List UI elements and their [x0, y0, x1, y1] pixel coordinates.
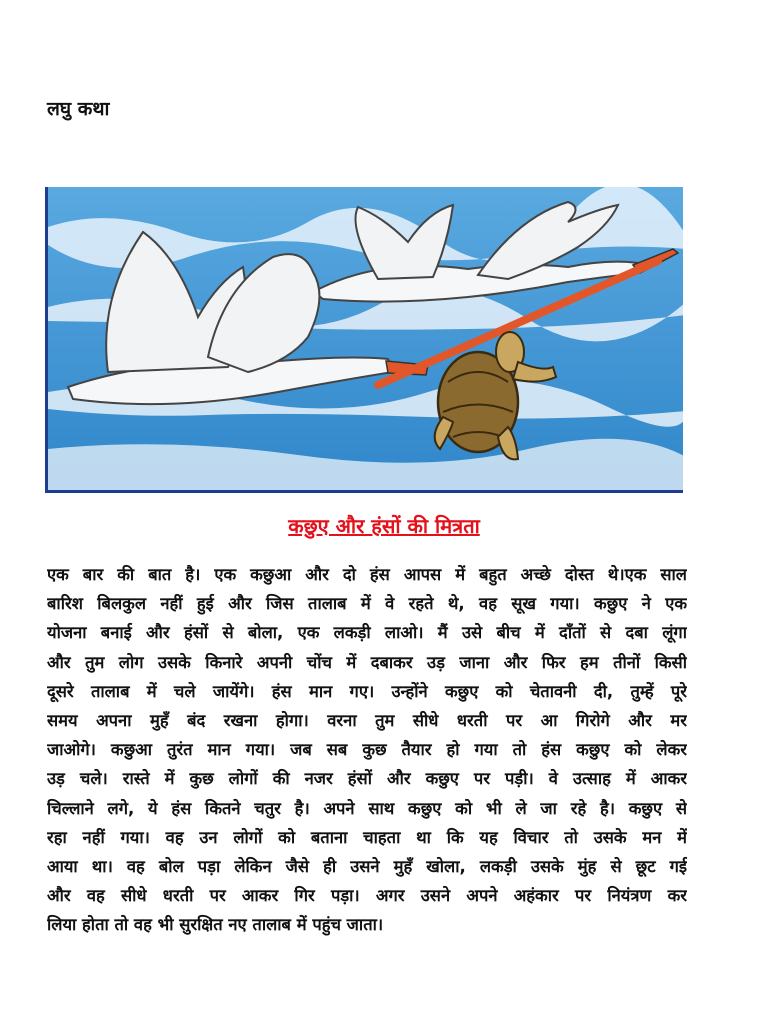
- story-line: और वह सीधे धरती पर आकर गिर पड़ा। अगर उसने अपने अहंकार पर नियंत्रण कर: [47, 886, 687, 906]
- story-line: समय अपना मुहँ बंद रखना होगा। वरना तुम सीधे धरती पर आ गिरोगे और मर: [47, 710, 687, 730]
- story-line: बारिश बिलकुल नहीं हुई और जिस तालाब में वे रहते थे, वह सूख गया। कछुए ने एक: [47, 594, 687, 614]
- story-illustration: [45, 187, 683, 493]
- story-line: चिल्लाने लगे, ये हंस कितने चतुर है। अपने साथ कछुए को भी ले जा रहे है। कछुए से: [47, 798, 687, 818]
- story-line: आया था। वह बोल पड़ा लेकिन जैसे ही उसने मुहँ खोला, लकड़ी उसके मुंह से छूट गई: [47, 856, 687, 876]
- story-line: और तुम लोग उसके किनारे अपनी चोंच में दबाकर उड़ जाना और फिर हम तीनों किसी: [47, 652, 687, 672]
- illustration-svg: [48, 187, 683, 493]
- story-line: एक बार की बात है। एक कछुआ और दो हंस आपस में बहुत अच्छे दोस्त थे।एक साल: [47, 565, 687, 584]
- story-line: लिया होता तो वह भी सुरक्षित नए तालाब में पहुंच जाता।: [47, 915, 384, 935]
- story-line: योजना बनाई और हंसों से बोला, एक लकड़ी लाओ। मैं उसे बीच में दाँतों से दबा लूंगा: [47, 623, 687, 643]
- story-line: दूसरे तालाब में चले जायेंगे। हंस मान गए। उन्होंने कछुए को चेतावनी दी, तुम्हें पूरे: [47, 681, 687, 701]
- story-line: उड़ चले। रास्ते में कुछ लोगों की नजर हंसों और कछुए पर पड़ी। वे उत्साह में आकर: [47, 769, 687, 789]
- story-line: जाओगे। कछुआ तुरंत मान गया। जब सब कुछ तैयार हो गया तो हंस कछुए को लेकर: [47, 740, 687, 760]
- doc-heading: लघु कथा: [47, 98, 110, 120]
- story-title: कछुए और हंसों की मित्रता: [288, 514, 480, 538]
- story-body: [47, 560, 687, 939]
- story-line: रहा नहीं गया। वह उन लोगों को बताना चाहता था कि यह विचार तो उसके मन में: [47, 827, 687, 847]
